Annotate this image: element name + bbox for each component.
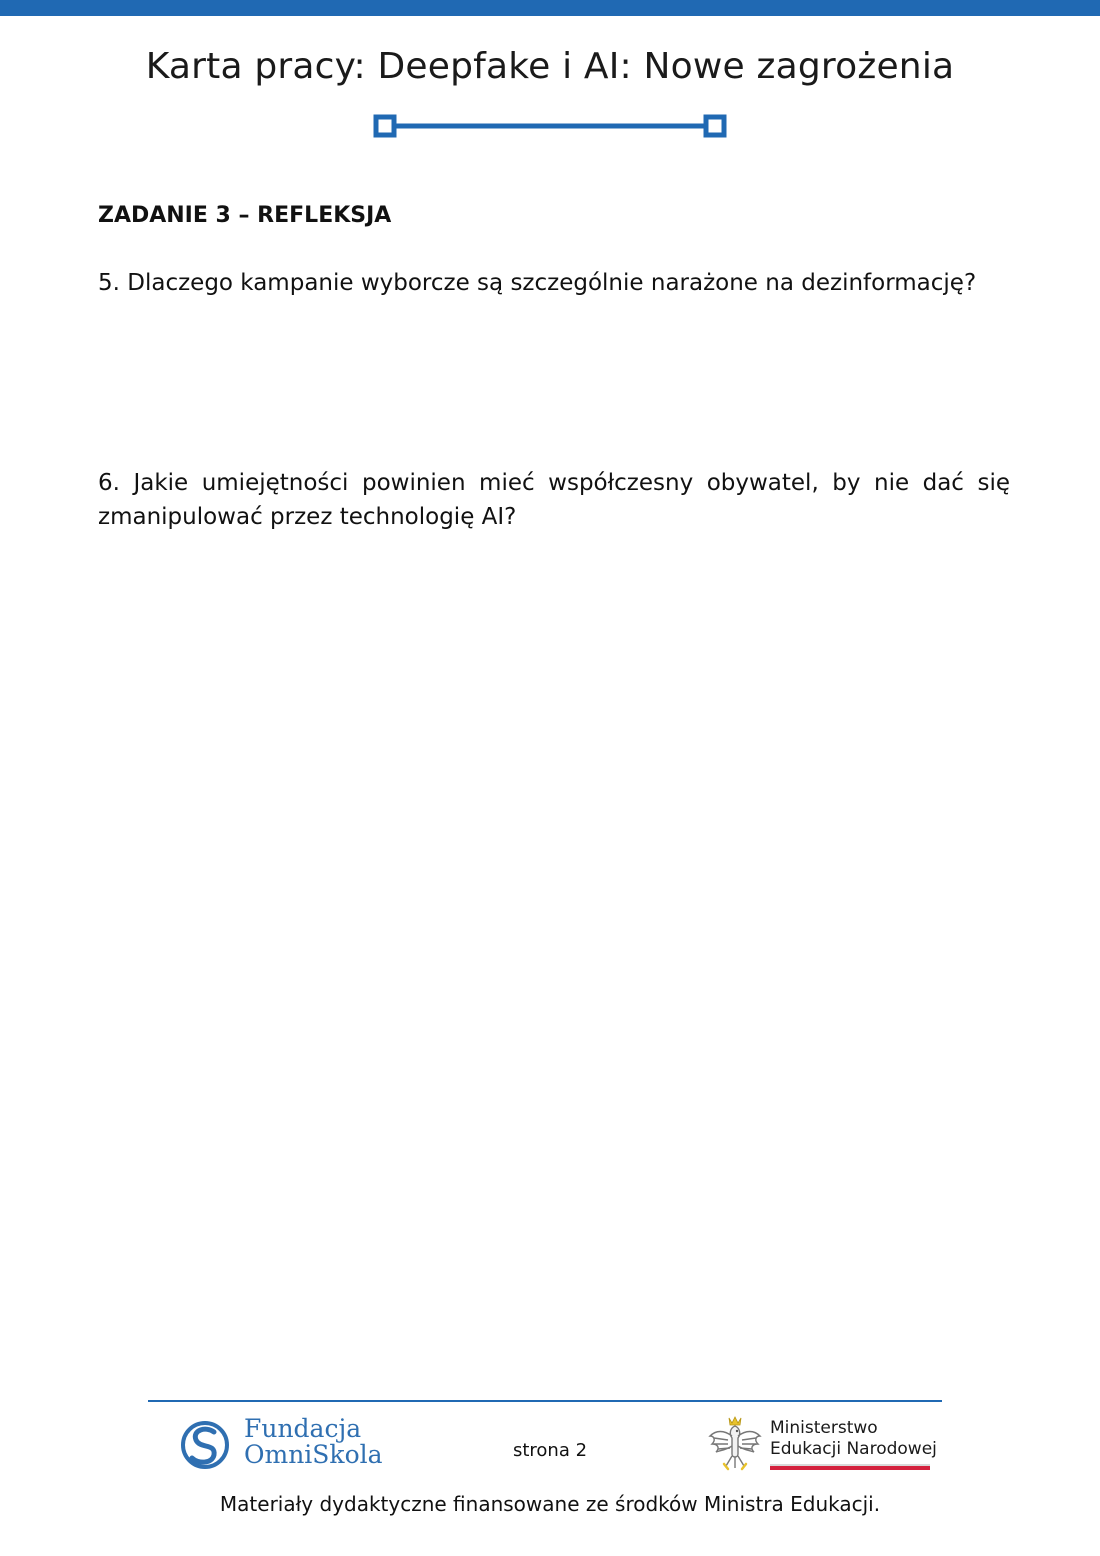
flag-red-stripe (770, 1466, 930, 1470)
question-6: 6. Jakie umiejętności powinien mieć współczesny obywatel, by nie dać się zmanipulować przez technologię AI? (98, 470, 1010, 530)
foundation-name-line2: OmniSkola (244, 1440, 383, 1469)
foundation-name-line1: Fundacja (244, 1414, 362, 1443)
ministry-logo (706, 1414, 946, 1476)
funding-note: Materiały dydaktyczne finansowane ze środków Ministra Edukacji. (219, 1492, 881, 1516)
footer-divider (148, 1400, 942, 1402)
top-accent-bar (0, 0, 1100, 16)
connector-line-icon (372, 114, 728, 138)
ministry-name-line2: Edukacji Narodowej (770, 1439, 937, 1459)
polish-flag-stripe (770, 1464, 930, 1470)
question-5: 5. Dlaczego kampanie wyborcze są szczególnie narażone na dezinformację? (98, 270, 977, 296)
page-title: Karta pracy: Deepfake i AI: Nowe zagrożenia (145, 46, 955, 87)
ministry-name (770, 1418, 937, 1460)
section-heading: ZADANIE 3 – REFLEKSJA (98, 203, 392, 228)
page-number: strona 2 (512, 1440, 588, 1461)
eagle-emblem-icon (706, 1414, 764, 1474)
ministry-name-line1: Ministerstwo (770, 1418, 878, 1438)
